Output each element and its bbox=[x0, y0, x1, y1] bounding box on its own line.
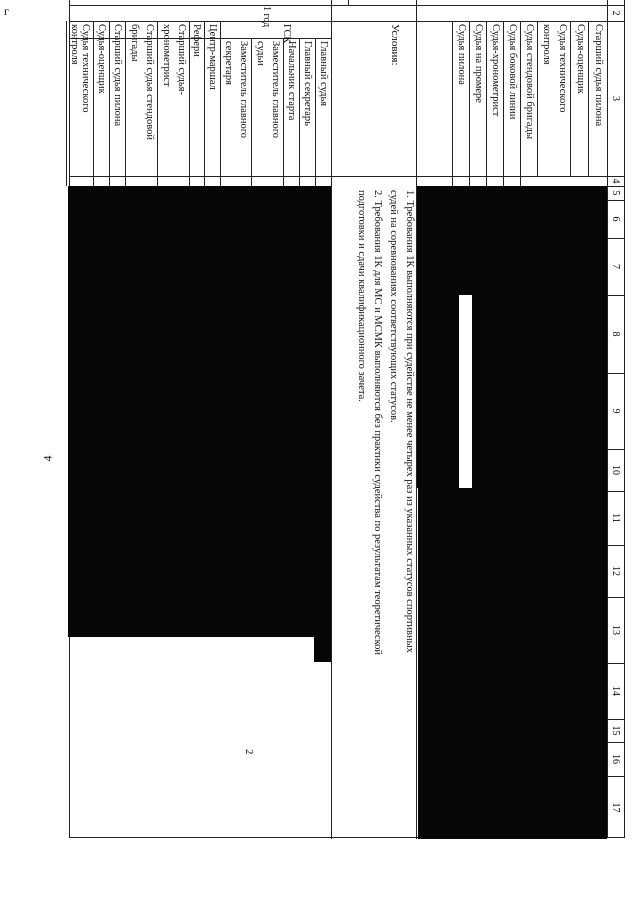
divider bbox=[607, 238, 624, 239]
redacted-block-bottom-tab bbox=[314, 637, 332, 662]
row-label: Судья стендовой бригады bbox=[524, 24, 535, 139]
row-line bbox=[109, 21, 110, 186]
divider bbox=[607, 200, 624, 201]
row-label: Центр-маршал bbox=[207, 24, 218, 90]
col-17: 17 bbox=[610, 802, 621, 813]
redacted-block-bottom bbox=[68, 186, 332, 637]
col-15: 15 bbox=[610, 725, 621, 736]
section-divider bbox=[331, 186, 332, 839]
col-6: 6 bbox=[610, 216, 621, 222]
row-label: хронометрист bbox=[161, 24, 172, 87]
redacted-block-mid bbox=[417, 295, 459, 488]
row-line bbox=[66, 21, 67, 186]
row-label: Судья-оценщик bbox=[96, 24, 107, 94]
row-line bbox=[157, 21, 158, 186]
divider bbox=[607, 491, 624, 492]
row-label: бригады bbox=[129, 24, 140, 62]
row-line bbox=[125, 21, 126, 186]
col-11: 11 bbox=[610, 513, 621, 523]
row-label: Заместитель главного bbox=[238, 41, 249, 139]
row-label: Судья пилона bbox=[456, 24, 467, 85]
redacted-block-top bbox=[472, 186, 607, 839]
condition-line: подготовки и сдачи квалификационного зачета. bbox=[356, 190, 367, 402]
col-14: 14 bbox=[610, 686, 621, 696]
row-label: Начальник старта bbox=[286, 41, 297, 121]
condition-line: судей на соревнованиях соответствующих статусов. bbox=[388, 190, 399, 423]
divider bbox=[607, 295, 624, 296]
condition-line: 2. Требования 1К для МС и МСМК выполняются без практики судейства по результатам теоретической bbox=[372, 190, 383, 656]
col-5: 5 bbox=[610, 190, 621, 196]
period-label: 1 год bbox=[261, 6, 272, 28]
col-9: 9 bbox=[610, 408, 621, 414]
divider bbox=[607, 719, 624, 720]
col-13: 13 bbox=[610, 625, 621, 635]
redacted-block-mid-left bbox=[417, 186, 472, 295]
group-label: ГСК bbox=[281, 24, 292, 43]
col-3: 3 bbox=[610, 96, 621, 101]
row-line bbox=[204, 21, 205, 186]
page-number: 4 bbox=[40, 455, 55, 462]
row-line bbox=[588, 21, 589, 176]
col-10: 10 bbox=[610, 465, 621, 475]
divider bbox=[607, 776, 624, 777]
row-line bbox=[299, 38, 300, 186]
row-label: Главный секретарь bbox=[302, 41, 313, 126]
row-label: секретаря bbox=[223, 41, 234, 85]
col-8: 8 bbox=[610, 331, 621, 337]
row-line bbox=[469, 21, 470, 186]
col-12: 12 bbox=[610, 566, 621, 576]
divider bbox=[607, 597, 624, 598]
requirements-table bbox=[69, 0, 625, 838]
row-line bbox=[283, 38, 284, 186]
row-line bbox=[93, 21, 94, 186]
row-label: Судья-оценщик bbox=[575, 24, 586, 94]
row-line bbox=[452, 21, 453, 186]
row-label: контроля bbox=[541, 24, 552, 65]
section-divider bbox=[348, 0, 349, 5]
column-header-row bbox=[607, 0, 624, 837]
rotated-document bbox=[69, 0, 625, 838]
divider bbox=[70, 5, 624, 6]
row-line bbox=[503, 21, 504, 186]
row-line bbox=[251, 38, 252, 186]
row-label: судьи bbox=[255, 41, 266, 66]
divider bbox=[70, 21, 624, 22]
conditions-label: Условия: bbox=[389, 24, 401, 66]
divider bbox=[607, 186, 624, 187]
divider bbox=[607, 373, 624, 374]
divider bbox=[607, 545, 624, 546]
row-label: Судья на промере bbox=[473, 24, 484, 103]
row-line bbox=[486, 21, 487, 186]
row-label: Старший судья- bbox=[176, 24, 187, 96]
row-label: контроля bbox=[69, 24, 80, 65]
conditions-text bbox=[353, 190, 417, 830]
row-line bbox=[220, 21, 221, 186]
divider bbox=[607, 742, 624, 743]
row-label: Заместитель главного bbox=[270, 41, 281, 139]
row-line bbox=[570, 21, 571, 176]
row-label: Судья-хронометрист bbox=[490, 24, 501, 117]
row-label: Судья технического bbox=[80, 24, 91, 113]
divider bbox=[70, 176, 624, 177]
divider bbox=[607, 449, 624, 450]
row-label: Судья боковой линии bbox=[507, 24, 518, 120]
row-label: Главный судья bbox=[318, 41, 329, 107]
col-4: 4 bbox=[610, 178, 621, 184]
row-label: Старший судья пилона bbox=[593, 24, 604, 127]
cell-value: 2 bbox=[243, 749, 255, 755]
divider bbox=[607, 663, 624, 664]
row-line bbox=[189, 21, 190, 186]
col-7: 7 bbox=[610, 264, 621, 269]
row-label: Рефери bbox=[191, 24, 202, 57]
row-label: Старший судья стендовой bbox=[144, 24, 155, 141]
row-label: Судья технического bbox=[557, 24, 568, 113]
col-16: 16 bbox=[610, 754, 621, 764]
condition-line: 1. Требования 1К выполняются при судействе не менее четырех раз из указанных статусов спортивных bbox=[404, 190, 415, 653]
row-line bbox=[520, 21, 521, 186]
row-line bbox=[315, 38, 316, 186]
corner-mark: г bbox=[4, 4, 9, 18]
row-label: Старший судья пилона bbox=[112, 24, 123, 127]
row-line bbox=[537, 21, 538, 176]
section-divider bbox=[331, 0, 332, 186]
col-2: 2 bbox=[610, 10, 621, 16]
redacted-block-mid-right bbox=[418, 488, 472, 839]
